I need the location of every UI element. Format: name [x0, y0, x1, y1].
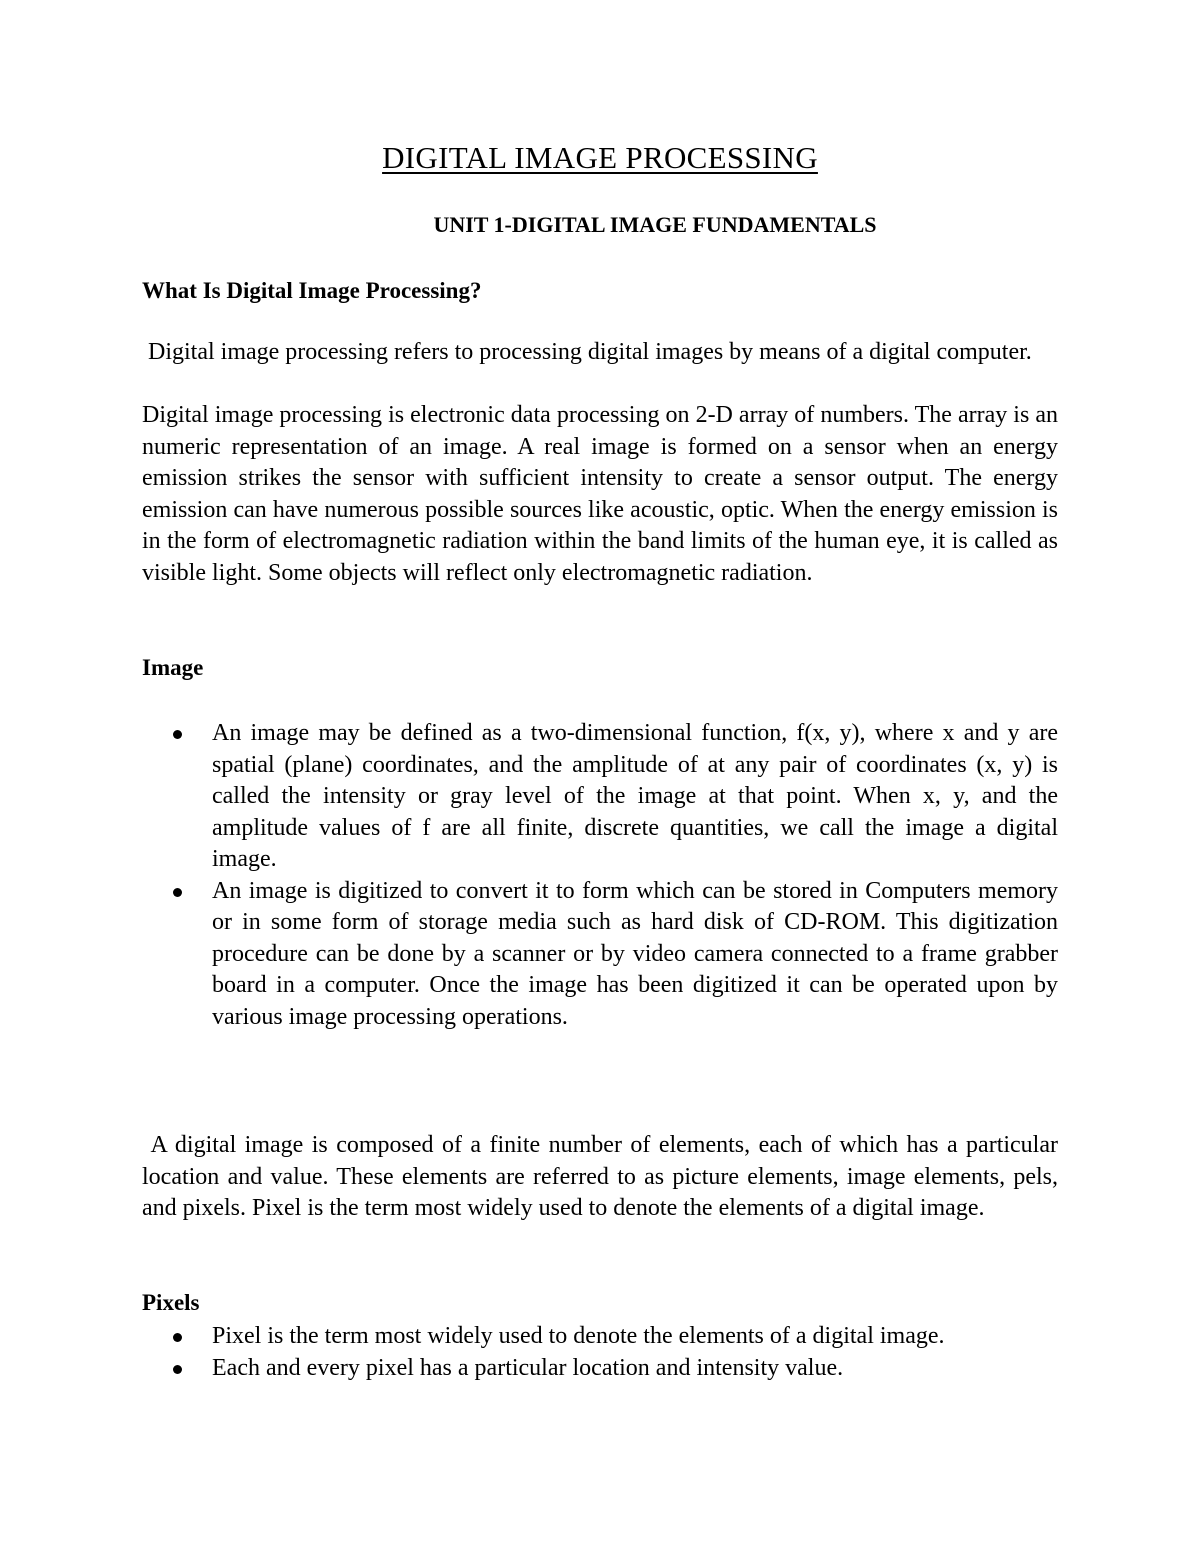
list-item: [142, 1321, 1058, 1353]
intro-paragraph-description: Digital image processing is electronic data processing on 2-D array of numbers. The array is an numeric representation of an image. A real image is formed on a sensor when an energy emission strikes the sensor with sufficient intensity to create a sensor output. The energy emission can have numerous possible sources like acoustic, optic. When the energy emission is in the form of electromagnetic radiation within the band limits of the human eye, it is called as visible light. Some objects will reflect only electromagnetic radiation.: [142, 402, 1058, 586]
section-heading-what-is-dip: What Is Digital Image Processing?: [142, 278, 482, 303]
unit-title: UNIT 1-DIGITAL IMAGE FUNDAMENTALS: [433, 212, 877, 237]
intro-paragraph-definition: Digital image processing refers to processing digital images by means of a digital computer.: [148, 339, 1032, 365]
list-item: [142, 718, 1058, 876]
list-item-text: Each and every pixel has a particular location and intensity value.: [212, 1354, 844, 1381]
list-item: [142, 876, 1058, 1034]
list-item-text: An image may be defined as a two-dimensional function, f(x, y), where x and y are spatial (plane) coordinates, and the amplitude of at any pair of coordinates (x, y) is called the intensity or gray level of the image at that point. When x, y, and the amplitude values of f are all finite, discrete quantities, we call the image a digital image.: [212, 720, 1058, 872]
bullet-icon: [173, 1333, 182, 1342]
bullet-icon: [173, 888, 182, 897]
document-title: DIGITAL IMAGE PROCESSING: [382, 140, 818, 175]
section-heading-image: Image: [142, 655, 204, 680]
pixels-bullet-list: [142, 1321, 1058, 1384]
list-item-text: Pixel is the term most widely used to denote the elements of a digital image.: [212, 1323, 945, 1349]
image-paragraph-elements: A digital image is composed of a finite number of elements, each of which has a particular location and value. These elements are referred to as picture elements, image elements, pels, and pixels. Pixel is the term most widely used to denote the elements of a digital image.: [142, 1132, 1058, 1221]
bullet-icon: [173, 730, 182, 739]
list-item: [142, 1353, 1058, 1385]
bullet-icon: [173, 1365, 182, 1374]
section-heading-pixels: Pixels: [142, 1290, 200, 1315]
image-bullet-list: [142, 718, 1058, 1033]
list-item-text: An image is digitized to convert it to form which can be stored in Computers memory or in some form of storage media such as hard disk of CD-ROM. This digitization procedure can be done by a scanner or by video camera connected to a frame grabber board in a computer. Once the image has been digitized it can be operated upon by various image processing operations.: [212, 877, 1058, 1030]
